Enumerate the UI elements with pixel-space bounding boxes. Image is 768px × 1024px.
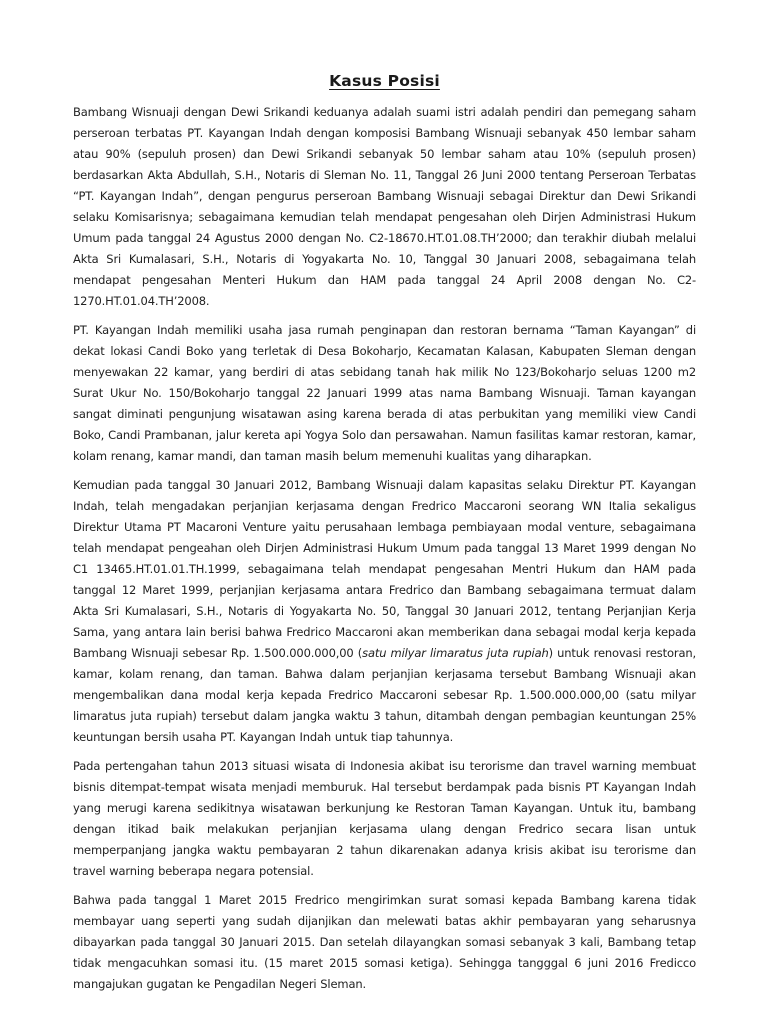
paragraph-parties: Bambang Wisnuaji dengan Dewi Srikandi keduanya adalah suami istri adalah pendiri dan pemegang saham perseroan terbatas PT. Kayangan Indah dengan komposisi Bambang Wisnuaji sebanyak 450 lembar saham atau 90% (sepuluh prosen) dan Dewi Srikandi sebanyak 50 lembar saham atau 10% (sepuluh prosen) berdasarkan Akta Abdullah, S.H., Notaris di Sleman No. 11, Tanggal 26 Juni 2000 tentang Perseroan Terbatas “PT. Kayangan Indah”, dengan pengurus perseroan Bambang Wisnuaji sebagai Direktur dan Dewi Srikandi selaku Komisarisnya; sebagaimana kemudian telah mendapat pengesahan oleh Dirjen Administrasi Hukum Umum pada tanggal 24 Agustus 2000 dengan No. C2-18670.HT.01.08.TH’2000; dan terakhir diubah melalui Akta Sri Kumalasari, S.H., Notaris di Yogyakarta No. 10, Tanggal 30 Januari 2008, sebagaimana telah mendapat pengesahan Menteri Hukum dan HAM pada tanggal 24 April 2008 dengan No. C2-1270.HT.01.04.TH’2008. <box>73 105 696 308</box>
document-page <box>73 72 696 1003</box>
paragraph-business: PT. Kayangan Indah memiliki usaha jasa rumah penginapan dan restoran bernama “Taman Kayangan” di dekat lokasi Candi Boko yang terletak di Desa Bokoharjo, Kecamatan Kalasan, Kabupaten Sleman dengan menyewakan 22 kamar, yang berdiri di atas sebidang tanah hak milik No 123/Bokoharjo seluas 1200 m2 Surat Ukur No. 150/Bokoharjo tanggal 22 Januari 1999 atas nama Bambang Wisnuaji. Taman kayangan sangat diminati pengunjung wisatawan asing karena berada di atas perbukitan yang memiliki view Candi Boko, Candi Prambanan, jalur kereta api Yogya Solo dan persawahan. Namun fasilitas kamar restoran, kamar, kolam renang, kamar mandi, dan taman masih belum memenuhi kualitas yang diharapkan. <box>73 323 696 463</box>
paragraph-agreement-italic-amount: satu milyar limaratus juta rupiah <box>362 646 549 660</box>
paragraph-crisis: Pada pertengahan tahun 2013 situasi wisata di Indonesia akibat isu terorisme dan travel warning membuat bisnis ditempat-tempat wisata menjadi memburuk. Hal tersebut berdampak pada bisnis PT Kayangan Indah yang merugi karena sedikitnya wisatawan berkunjung ke Restoran Taman Kayangan. Untuk itu, bambang dengan itikad baik melakukan perjanjian kerjasama ulang dengan Fredrico secara lisan untuk memperpanjang jangka waktu pembayaran 2 tahun dikarenakan adanya krisis akibat isu terorisme dan travel warning beberapa negara potensial. <box>73 759 696 878</box>
paragraph-somasi: Bahwa pada tanggal 1 Maret 2015 Fredrico mengirimkan surat somasi kepada Bambang karena tidak membayar uang seperti yang sudah dijanjikan dan melewati batas akhir pembayaran yang seharusnya dibayarkan pada tanggal 30 Januari 2015. Dan setelah dilayangkan somasi sebanyak 3 kali, Bambang tetap tidak mengacuhkan somasi itu. (15 maret 2015 somasi ketiga). Sehingga tangggal 6 juni 2016 Fredicco mangajukan gugatan ke Pengadilan Negeri Sleman. <box>73 893 696 991</box>
document-title: Kasus Posisi <box>329 72 440 90</box>
paragraph-agreement <box>73 475 696 748</box>
paragraph-agreement-text-before: Kemudian pada tanggal 30 Januari 2012, Bambang Wisnuaji dalam kapasitas selaku Direktur PT. Kayangan Indah, telah mengadakan perjanjian kerjasama dengan Fredrico Maccaroni seorang WN Italia sekaligus Direktur Utama PT Macaroni Venture yaitu perusahaan lembaga pembiayaan modal venture, sebagaimana telah mendapat pengeahan oleh Dirjen Administrasi Hukum Umum pada tanggal 13 Maret 1999 dengan No C1 13465.HT.01.01.TH.1999, sebagaimana telah mendapat pengesahan Mentri Hukum dan HAM pada tanggal 12 Maret 1999, perjanjian kerjasama antara Fredrico dan Bambang sebagaimana termuat dalam Akta Sri Kumalasari, S.H., Notaris di Yogyakarta No. 50, Tanggal 30 Januari 2012, tentang Perjanjian Kerja Sama, yang antara lain berisi bahwa Fredrico Maccaroni akan memberikan dana sebagai modal kerja kepada Bambang Wisnuaji sebesar Rp. 1.500.000.000,00 ( <box>73 478 696 660</box>
paragraph-agreement-text-after: ) untuk renovasi restoran, kamar, kolam renang, dan taman. Bahwa dalam perjanjian kerjasama tersebut Bambang Wisnuaji akan mengembalikan dana modal kerja kepada Fredrico Maccaroni sebesar Rp. 1.500.000.000,00 (satu milyar limaratus juta rupiah) tersebut dalam jangka waktu 3 tahun, ditambah dengan pembagian keuntungan 25% keuntungan bersih usaha PT. Kayangan Indah untuk tiap tahunnya. <box>73 646 696 744</box>
